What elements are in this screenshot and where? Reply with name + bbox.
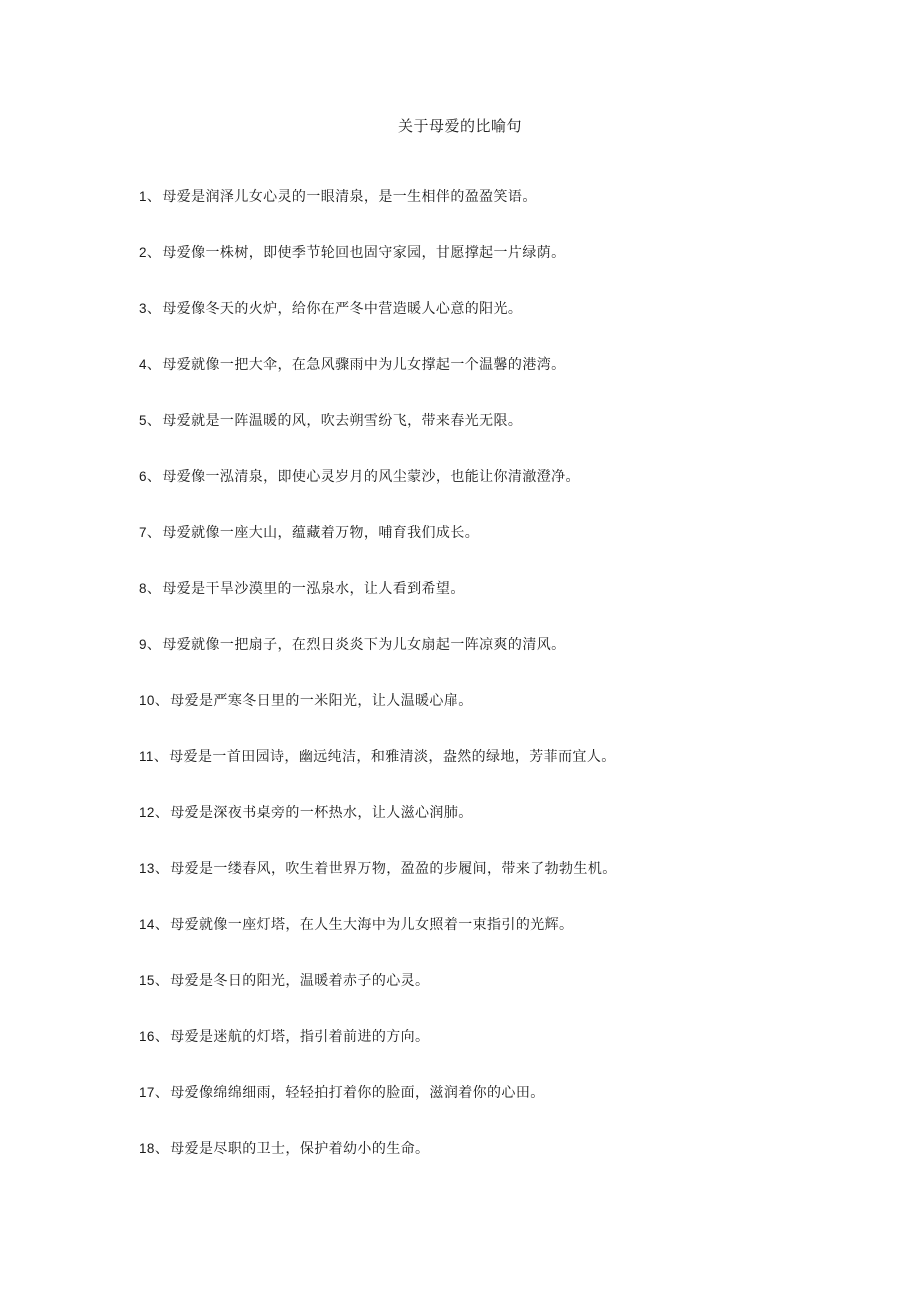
item-text: 母爱就像一座灯塔，在人生大海中为儿女照着一束指引的光辉。 [170, 917, 574, 933]
item-number: 11 [139, 749, 154, 764]
item-number: 12 [139, 805, 155, 820]
item-separator: 、 [154, 693, 170, 709]
item-separator: 、 [154, 805, 170, 821]
item-number: 2 [139, 245, 147, 260]
item-number: 8 [139, 581, 147, 596]
item-separator: 、 [154, 917, 170, 933]
item-number: 9 [139, 637, 147, 652]
item-separator: 、 [146, 637, 162, 653]
list-item [139, 970, 839, 1026]
list-item [139, 802, 839, 858]
item-text: 母爱是干旱沙漠里的一泓泉水，让人看到希望。 [162, 581, 465, 597]
item-text: 母爱就像一把扇子，在烈日炎炎下为儿女扇起一阵凉爽的清风。 [162, 637, 566, 653]
item-separator: 、 [154, 973, 170, 989]
page-title: 关于母爱的比喻句 [397, 117, 522, 135]
list-item [139, 186, 839, 242]
item-separator: 、 [154, 1029, 170, 1045]
item-text: 母爱像绵绵细雨，轻轻拍打着你的脸面，滋润着你的心田。 [170, 1085, 545, 1101]
item-text: 母爱是严寒冬日里的一米阳光，让人温暖心扉。 [170, 693, 473, 709]
item-separator: 、 [146, 469, 162, 485]
item-separator: 、 [154, 1141, 170, 1157]
item-number: 6 [139, 469, 147, 484]
item-number: 10 [139, 693, 155, 708]
item-separator: 、 [153, 749, 169, 765]
item-text: 母爱是深夜书桌旁的一杯热水，让人滋心润肺。 [170, 805, 473, 821]
item-number: 5 [139, 413, 147, 428]
item-separator: 、 [146, 301, 162, 317]
item-separator: 、 [146, 357, 162, 373]
item-number: 1 [139, 189, 147, 204]
item-separator: 、 [146, 189, 162, 205]
list-item [139, 1138, 839, 1194]
list-item [139, 1082, 839, 1138]
item-text: 母爱就是一阵温暖的风，吹去朔雪纷飞，带来春光无限。 [162, 413, 523, 429]
item-text: 母爱像冬天的火炉，给你在严冬中营造暖人心意的阳光。 [162, 301, 523, 317]
item-text: 母爱是一首田园诗，幽远纯洁，和雅清淡，盎然的绿地，芳菲而宜人。 [169, 749, 616, 765]
item-text: 母爱是冬日的阳光，温暖着赤子的心灵。 [170, 973, 430, 989]
item-text: 母爱就像一把大伞，在急风骤雨中为儿女撑起一个温馨的港湾。 [162, 357, 566, 373]
item-text: 母爱就像一座大山，蕴藏着万物，哺育我们成长。 [162, 525, 480, 541]
list-item [139, 746, 839, 802]
sentence-list [139, 186, 839, 1194]
list-item [139, 578, 839, 634]
list-item [139, 466, 839, 522]
item-number: 14 [139, 917, 155, 932]
item-number: 17 [139, 1085, 155, 1100]
list-item [139, 242, 839, 298]
item-number: 15 [139, 973, 155, 988]
item-number: 7 [139, 525, 147, 540]
item-text: 母爱是润泽儿女心灵的一眼清泉，是一生相伴的盈盈笑语。 [162, 189, 537, 205]
item-number: 13 [139, 861, 155, 876]
list-item [139, 634, 839, 690]
list-item [139, 1026, 839, 1082]
item-separator: 、 [146, 581, 162, 597]
item-separator: 、 [146, 413, 162, 429]
list-item [139, 354, 839, 410]
list-item [139, 410, 839, 466]
item-separator: 、 [146, 525, 162, 541]
item-separator: 、 [154, 1085, 170, 1101]
item-text: 母爱像一泓清泉，即使心灵岁月的风尘蒙沙，也能让你清澈澄净。 [162, 469, 580, 485]
item-text: 母爱是一缕春风，吹生着世界万物，盈盈的步履间，带来了勃勃生机。 [170, 861, 617, 877]
item-number: 4 [139, 357, 147, 372]
item-separator: 、 [154, 861, 170, 877]
list-item [139, 914, 839, 970]
list-item [139, 690, 839, 746]
item-number: 18 [139, 1141, 155, 1156]
list-item [139, 298, 839, 354]
item-number: 3 [139, 301, 147, 316]
item-text: 母爱是迷航的灯塔，指引着前进的方向。 [170, 1029, 430, 1045]
item-text: 母爱像一株树，即使季节轮回也固守家园，甘愿撑起一片绿荫。 [162, 245, 566, 261]
list-item [139, 522, 839, 578]
item-number: 16 [139, 1029, 155, 1044]
list-item [139, 858, 839, 914]
item-text: 母爱是尽职的卫士，保护着幼小的生命。 [170, 1141, 430, 1157]
item-separator: 、 [146, 245, 162, 261]
